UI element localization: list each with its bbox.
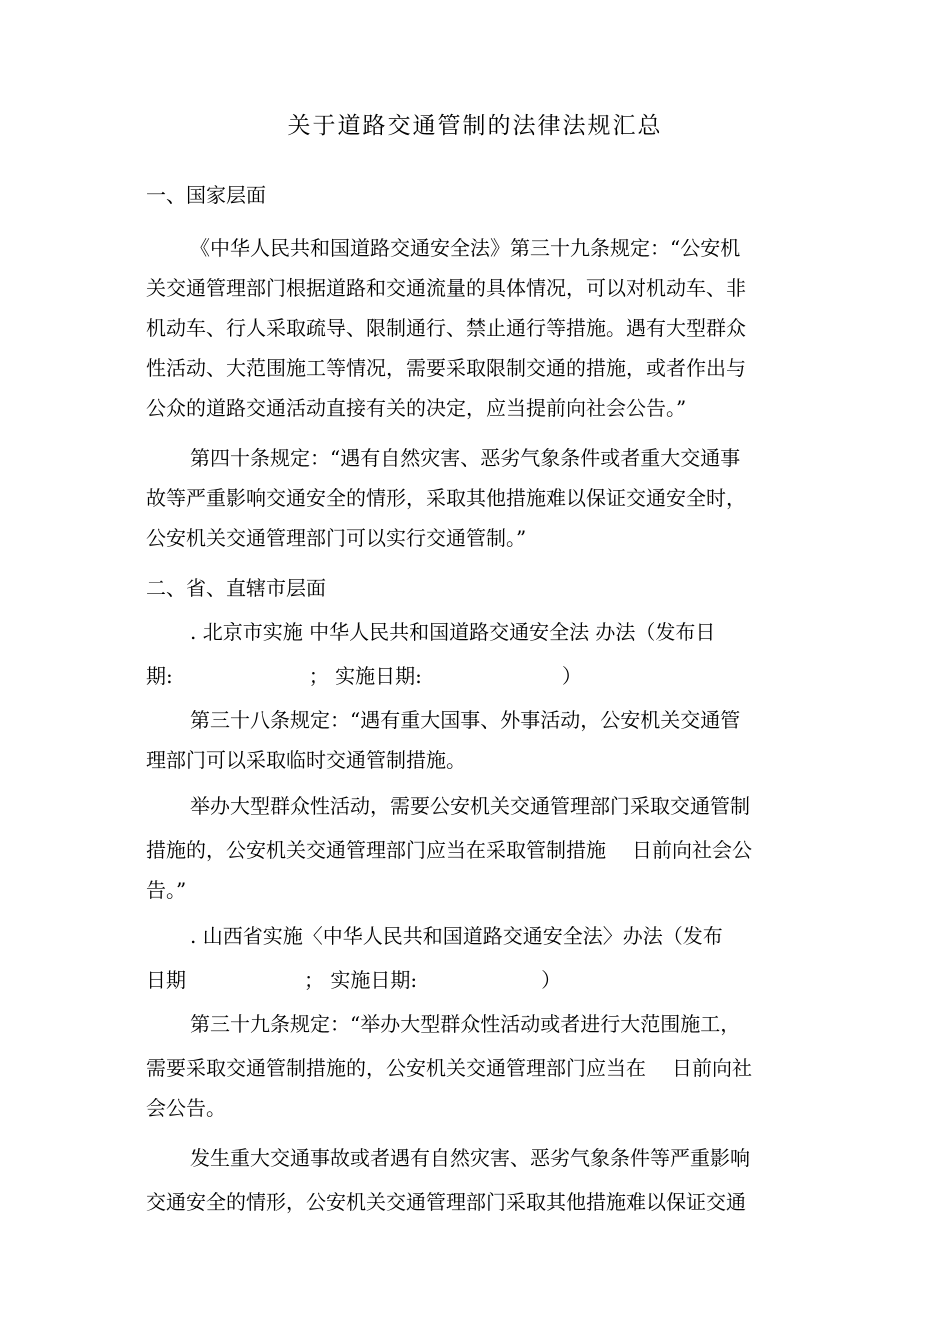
paragraph-line: 公众的道路交通活动直接有关的决定，应当提前向社会公告。”: [146, 396, 687, 420]
section-heading-national: 一、国家层面: [146, 183, 266, 207]
effective-date-label: ； 实施日期:: [304, 968, 418, 992]
regulation-heading-shanxi: . 山西省实施〈中华人民共和国道路交通安全法〉办法（发布: [190, 924, 723, 948]
publish-date-label: 日期: [146, 968, 186, 992]
paragraph-line: 公安机关交通管理部门可以实行交通管制。”: [146, 526, 527, 550]
paragraph-line: 《中华人民共和国道路交通安全法》第三十九条规定：“公安机: [190, 236, 741, 260]
regulation-dates-shanxi: [146, 958, 561, 1002]
publish-date-label: 期:: [146, 664, 173, 688]
regulation-dates-beijing: [146, 654, 582, 698]
paragraph-line: 第三十八条规定：“遇有重大国事、外事活动，公安机关交通管: [190, 708, 741, 732]
paragraph-line: 措施的，公安机关交通管理部门应当在采取管制措施 日前向社会公: [146, 838, 752, 862]
document-title: 关于道路交通管制的法律法规汇总: [287, 113, 663, 139]
paragraph-line: 举办大型群众性活动，需要公安机关交通管理部门采取交通管制: [190, 794, 750, 818]
paragraph-line: 需要采取交通管制措施的，公安机关交通管理部门应当在 日前向社: [146, 1056, 752, 1080]
paragraph-line: 第四十条规定：“遇有自然灾害、恶劣气象条件或者重大交通事: [190, 446, 741, 470]
paragraph-line: 机动车、行人采取疏导、限制通行、禁止通行等措施。遇有大型群众: [146, 316, 746, 340]
regulation-heading-beijing: . 北京市实施 中华人民共和国道路交通安全法 办法（发布日: [190, 620, 716, 644]
effective-date-label: ； 实施日期:: [308, 664, 422, 688]
paragraph-line: 理部门可以采取临时交通管制措施。: [146, 748, 466, 772]
paragraph-line: 关交通管理部门根据道路和交通流量的具体情况，可以对机动车、非: [146, 276, 746, 300]
paragraph-line: 第三十九条规定：“举办大型群众性活动或者进行大范围施工，: [190, 1012, 741, 1036]
paragraph-line: 交通安全的情形，公安机关交通管理部门采取其他措施难以保证交通: [146, 1190, 746, 1214]
paragraph-line: 发生重大交通事故或者遇有自然灾害、恶劣气象条件等严重影响: [190, 1146, 750, 1170]
paragraph-line: 会公告。: [146, 1096, 226, 1120]
paragraph-line: 故等严重影响交通安全的情形，采取其他措施难以保证交通安全时，: [146, 486, 746, 510]
closing-paren: ）: [561, 664, 582, 688]
closing-paren: ）: [541, 968, 562, 992]
section-heading-provincial: 二、省、直辖市层面: [146, 576, 326, 600]
paragraph-line: 性活动、大范围施工等情况，需要采取限制交通的措施，或者作出与: [146, 356, 746, 380]
paragraph-line: 告。”: [146, 878, 187, 902]
